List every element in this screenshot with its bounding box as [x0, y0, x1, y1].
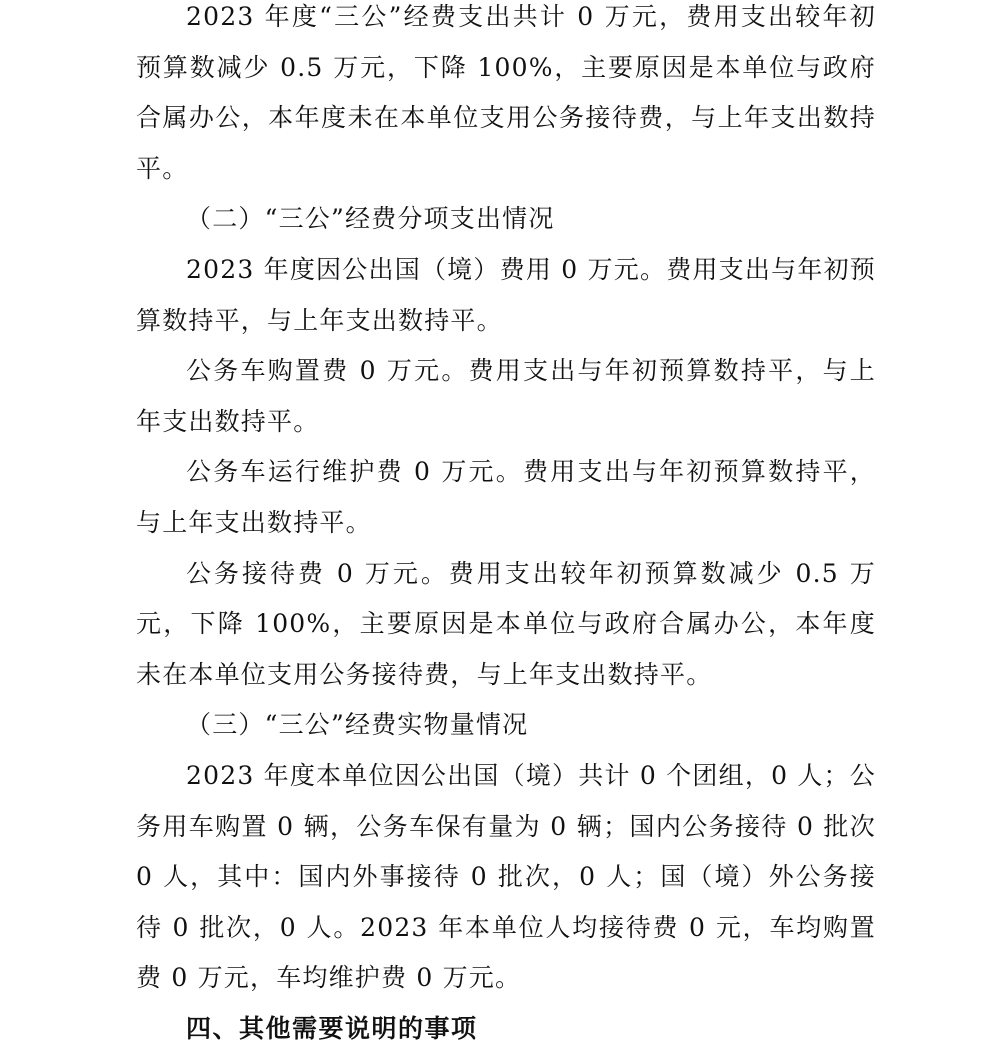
paragraph-vehicle-maintenance: 公务车运行维护费 0 万元。费用支出与年初预算数持平，与上年支出数持平。	[136, 457, 876, 537]
paragraph-overseas-travel: 2023 年度因公出国（境）费用 0 万元。费用支出与年初预算数持平，与上年支出数持平。	[136, 254, 876, 335]
section-heading-other-matters: 四、其他需要说明的事项	[186, 1013, 478, 1043]
paragraph-three-public-total: 2023 年度“三公”经费支出共计 0 万元，费用支出较年初预算数减少 0.5 万元，下降 100%，主要原因是本单位与政府合属办公，本年度未在本单位支用公务接待费，与上年支出数持平。	[136, 2, 876, 183]
paragraph-reception-expense: 公务接待费 0 万元。费用支出较年初预算数减少 0.5 万元，下降 100%，主要原因是本单位与政府合属办公，本年度未在本单位支用公务接待费，与上年支出数持平。	[136, 558, 876, 689]
paragraph-vehicle-purchase: 公务车购置费 0 万元。费用支出与年初预算数持平，与上年支出数持平。	[136, 356, 876, 436]
subheading-itemized-expenses: （二）“三公”经费分项支出情况	[186, 204, 555, 234]
paragraph-physical-quantity: 2023 年度本单位因公出国（境）共计 0 个团组，0 人；公务用车购置 0 辆，公务车保有量为 0 辆；国内公务接待 0 批次 0 人，其中：国内外事接待 0 批次，0 人；国（境）外公务接待 0 批次，0 人。2023 年本单位人均接待费 0 元，车均购置费 0 万元，车均维护费 0 万元。	[136, 760, 877, 993]
document-page	[136, 0, 876, 1054]
subheading-physical-quantity: （三）“三公”经费实物量情况	[186, 710, 529, 740]
